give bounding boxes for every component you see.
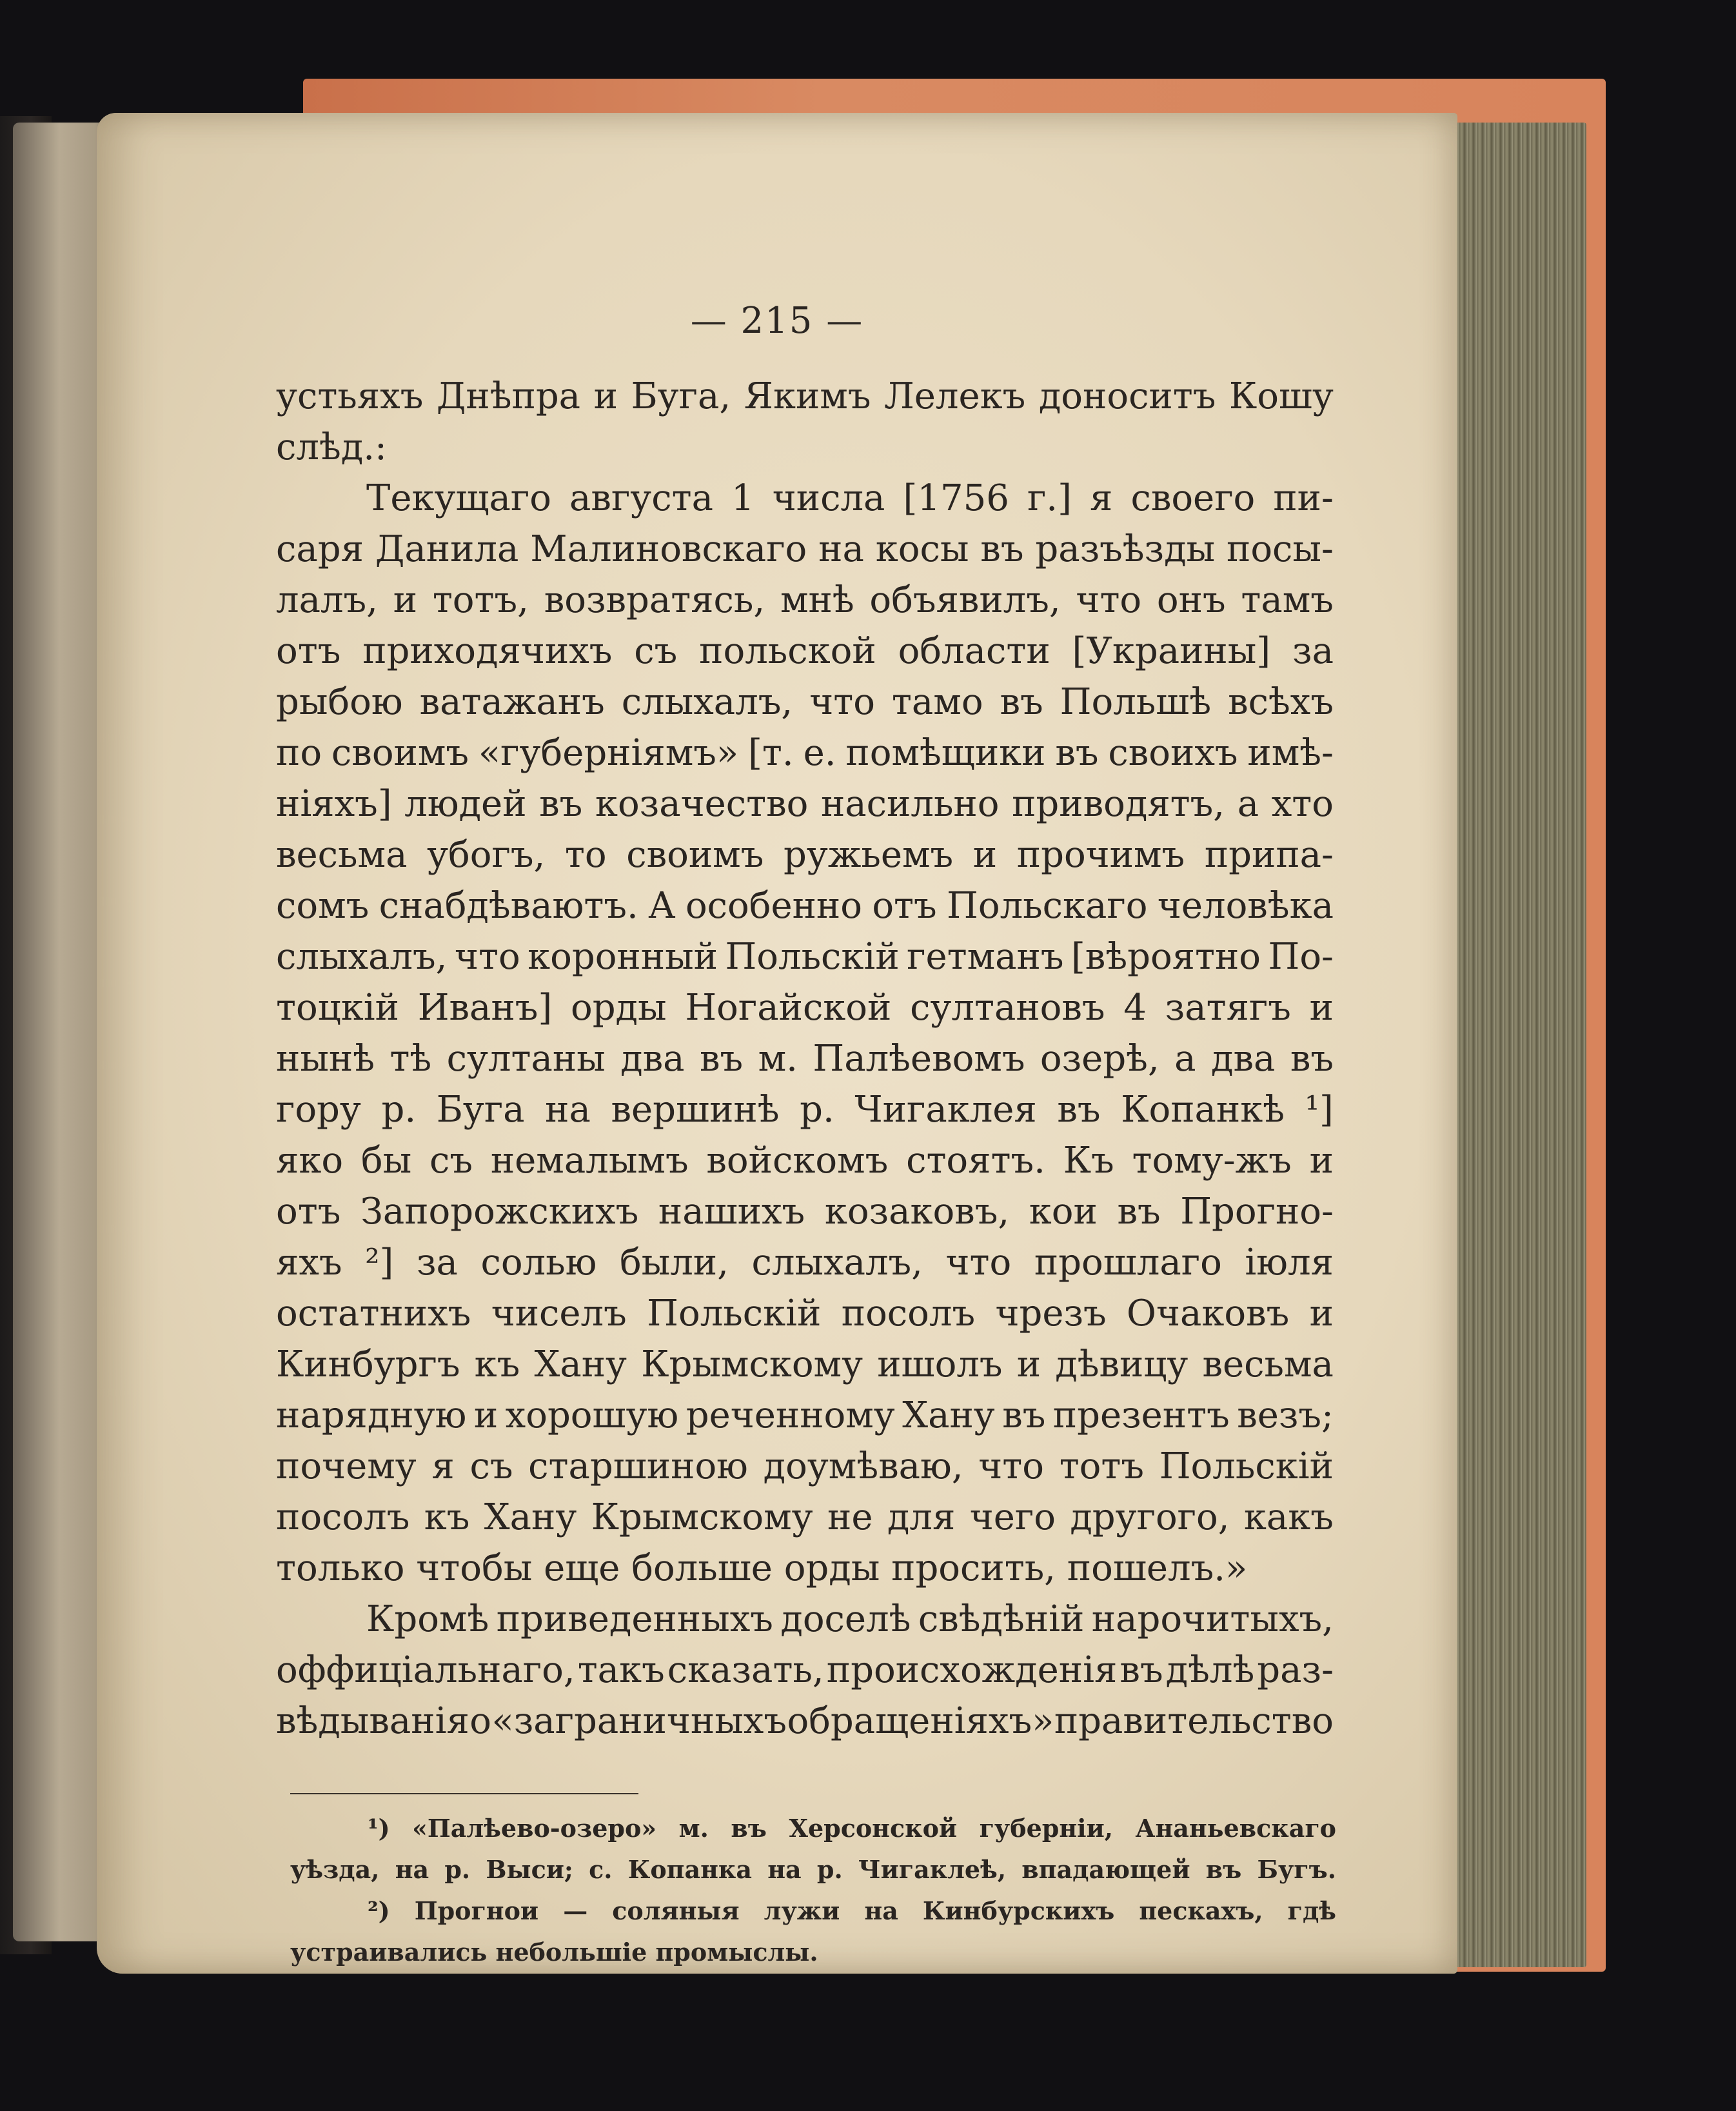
text-line: саря Данила Малиновскаго на косы въ разъѣзды посы- — [276, 528, 1334, 570]
text-line: отъ Запорожскихъ нашихъ козаковъ, кои въ Прогно- — [276, 1191, 1334, 1233]
footnote-line: уѣзда, на р. Выси; с. Копанка на р. Чигаклеѣ, впадающей въ Бугъ. — [290, 1855, 1336, 1884]
text-line: отъ приходячихъ съ польской области [Украины] за — [276, 630, 1334, 672]
footnotes — [290, 1808, 1336, 1973]
text-line: вѣдыванія о «заграничныхъ обращеніяхъ» правительство — [276, 1700, 1334, 1742]
text-line: остатнихъ чиселъ Польскій посолъ чрезъ Очаковъ и — [276, 1293, 1334, 1334]
footnote-line: ¹) «Палѣево-озеро» м. въ Херсонской губерніи, Ананьевскаго — [368, 1814, 1336, 1843]
text-line: ніяхъ] людей въ козачество насильно приводятъ, а хто — [276, 783, 1334, 825]
text-line: Текущаго августа 1 числа [1756 г.] я своего пи- — [366, 477, 1334, 519]
text-line: по своимъ «губерніямъ» [т. е. помѣщики въ своихъ имѣ- — [276, 732, 1334, 774]
body-text — [276, 371, 1334, 1747]
text-line: слѣд.: — [276, 426, 387, 468]
page-number: — 215 — — [690, 300, 864, 342]
text-line: гору р. Буга на вершинѣ р. Чигаклея въ Копанкѣ ¹] — [276, 1089, 1334, 1131]
text-line: рыбою ватажанъ слыхалъ, что тамо въ Польшѣ всѣхъ — [276, 681, 1334, 723]
text-line: весьма убогъ, то своимъ ружьемъ и прочимъ припа- — [276, 834, 1334, 876]
text-line: тоцкій Иванъ] орды Ногайской султановъ 4 затягъ и — [276, 987, 1334, 1029]
footnote-line: устраивались небольшіе промыслы. — [290, 1938, 818, 1967]
text-line: почему я съ старшиною доумѣваю, что тотъ Польскій — [276, 1445, 1334, 1487]
text-line: слыхалъ, что коронный Польскій гетманъ [вѣроятно По- — [276, 936, 1334, 978]
text-line: Кинбургъ къ Хану Крымскому ишолъ и дѣвицу весьма — [276, 1343, 1334, 1385]
text-line: сомъ снабдѣваютъ. А особенно отъ Польскаго человѣка — [276, 885, 1334, 927]
text-line: лалъ, и тотъ, возвратясь, мнѣ объявилъ, что онъ тамъ — [276, 579, 1334, 621]
text-line: посолъ къ Хану Крымскому не для чего другого, какъ — [276, 1496, 1334, 1538]
text-line: только чтобы еще больше орды просить, пошелъ.» — [276, 1547, 1248, 1589]
footnote-rule — [290, 1793, 638, 1794]
text-line: оффиціальнаго, такъ сказать, происхожденія въ дѣлѣ раз- — [276, 1649, 1334, 1691]
text-line: Кромѣ приведенныхъ доселѣ свѣдѣній нарочитыхъ, — [366, 1598, 1334, 1640]
text-line: нарядную и хорошую реченному Хану въ презентъ везъ; — [276, 1394, 1334, 1436]
book-page — [97, 113, 1457, 1974]
text-line: яхъ ²] за солью были, слыхалъ, что прошлаго іюля — [276, 1242, 1334, 1283]
text-line: устьяхъ Днѣпра и Буга, Якимъ Лелекъ доноситъ Кошу — [276, 375, 1334, 417]
text-line: нынѣ тѣ султаны два въ м. Палѣевомъ озерѣ, а два въ — [276, 1038, 1334, 1080]
footnote-line: ²) Прогнои — соляныя лужи на Кинбурскихъ пескахъ, гдѣ — [368, 1896, 1336, 1925]
text-line: яко бы съ немалымъ войскомъ стоятъ. Къ тому-жъ и — [276, 1140, 1334, 1182]
